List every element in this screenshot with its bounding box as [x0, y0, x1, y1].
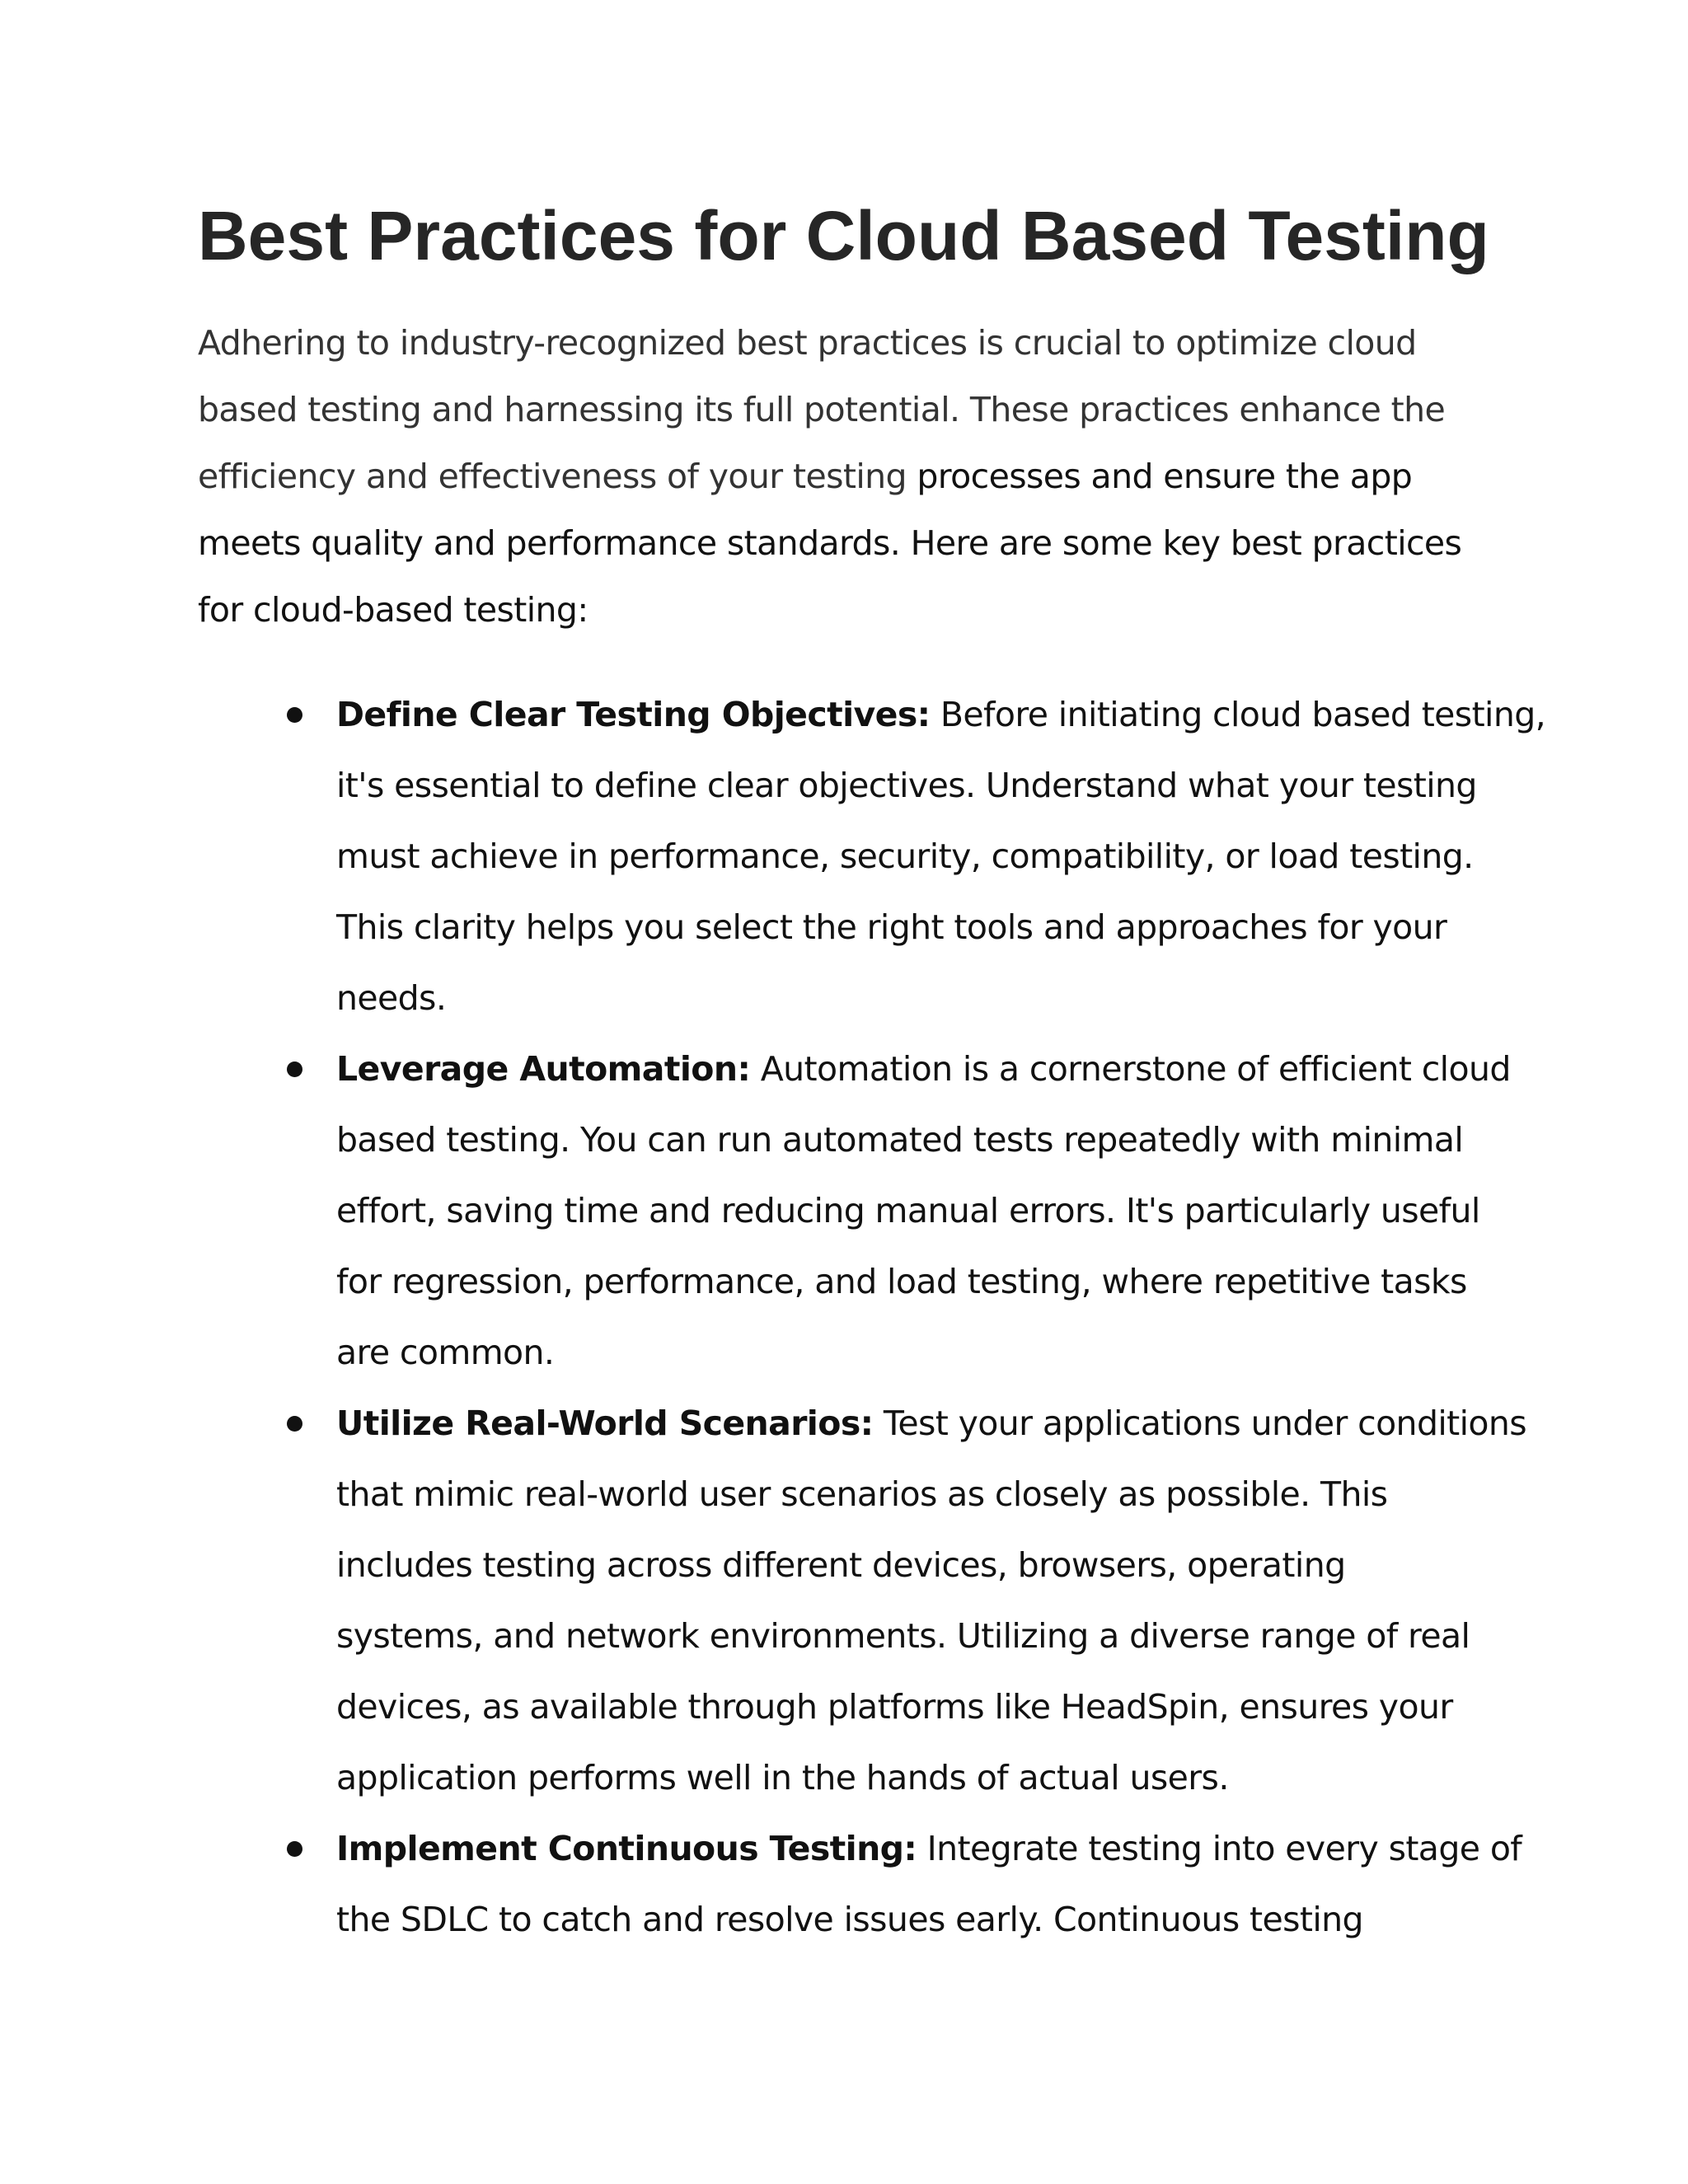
bullet-dot-icon — [287, 1416, 302, 1432]
list-item-line: based testing. You can run automated tests repeatedly with minimal — [336, 1120, 1464, 1160]
list-item-line: needs. — [336, 978, 447, 1018]
list-item-line: it's essential to define clear objectives. Understand what your testing — [336, 766, 1477, 805]
list-item-line: This clarity helps you select the right tools and approaches for your — [336, 907, 1447, 947]
list-item — [0, 1388, 1688, 1813]
intro-line-part: efficiency and effectiveness of your testing — [198, 457, 907, 496]
list-item-body — [336, 679, 1546, 1033]
list-item-term: Utilize Real-World Scenarios: — [336, 1404, 874, 1443]
intro-line: for cloud-based testing: — [198, 590, 588, 630]
list-item-body — [336, 1388, 1527, 1813]
list-item-text: Before initiating cloud based testing, — [930, 695, 1546, 734]
list-item-line: effort, saving time and reducing manual errors. It's particularly useful — [336, 1191, 1480, 1230]
intro-line: Adhering to industry-recognized best practices is crucial to optimize cloud — [198, 323, 1417, 363]
list-item-first-line — [336, 679, 1546, 750]
page-title: Best Practices for Cloud Based Testing — [198, 197, 1489, 274]
list-item-text: Automation is a cornerstone of efficient cloud — [750, 1049, 1511, 1089]
list-item-body — [336, 1813, 1522, 1955]
best-practices-list — [0, 679, 1688, 1955]
list-item-line: application performs well in the hands of actual users. — [336, 1758, 1229, 1797]
bullet-dot-icon — [287, 1841, 302, 1857]
list-item — [0, 1813, 1688, 1955]
intro-paragraph — [198, 310, 1484, 644]
intro-line — [198, 443, 1484, 510]
intro-line: based testing and harnessing its full potential. These practices enhance the — [198, 390, 1446, 429]
list-item-first-line — [336, 1813, 1522, 1884]
list-item-text: Test your applications under conditions — [873, 1404, 1527, 1443]
list-item-first-line — [336, 1388, 1527, 1459]
list-item-line: the SDLC to catch and resolve issues early. Continuous testing — [336, 1900, 1363, 1939]
list-item-term: Implement Continuous Testing: — [336, 1829, 917, 1868]
list-item — [0, 1033, 1688, 1388]
list-item-line: are common. — [336, 1333, 555, 1372]
list-item-line: for regression, performance, and load testing, where repetitive tasks — [336, 1262, 1467, 1301]
list-item-line: that mimic real-world user scenarios as closely as possible. This — [336, 1474, 1388, 1514]
list-item-line: devices, as available through platforms like HeadSpin, ensures your — [336, 1687, 1453, 1727]
list-item-line: must achieve in performance, security, compatibility, or load testing. — [336, 837, 1474, 876]
list-item-term: Define Clear Testing Objectives: — [336, 695, 931, 734]
intro-line-part: processes and ensure the app — [906, 457, 1413, 496]
list-item — [0, 679, 1688, 1033]
bullet-dot-icon — [287, 707, 302, 723]
list-item-first-line — [336, 1033, 1511, 1104]
list-item-body — [336, 1033, 1511, 1388]
intro-line: meets quality and performance standards. Here are some key best practices — [198, 523, 1462, 563]
list-item-text: Integrate testing into every stage of — [917, 1829, 1522, 1868]
list-item-line: systems, and network environments. Utilizing a diverse range of real — [336, 1616, 1470, 1656]
list-item-line: includes testing across different devices, browsers, operating — [336, 1545, 1346, 1585]
bullet-dot-icon — [287, 1062, 302, 1077]
list-item-term: Leverage Automation: — [336, 1049, 751, 1089]
